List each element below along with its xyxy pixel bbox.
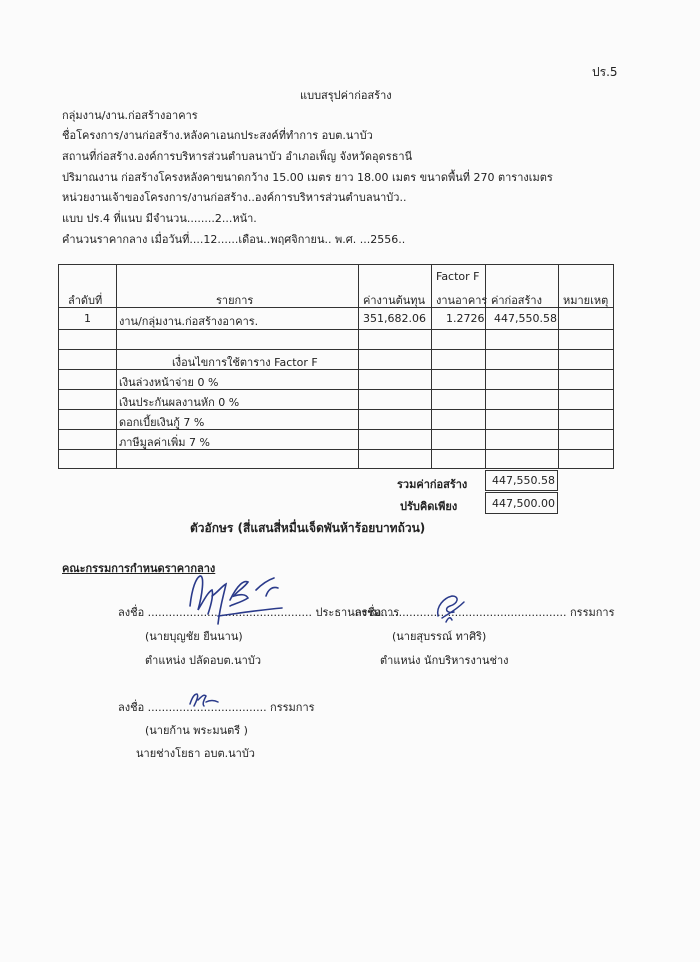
document-title: แบบสรุปค่าก่อสร้าง (300, 89, 392, 102)
header-no: ลำดับที่ (68, 294, 103, 307)
row1-cost: 351,682.06 (363, 312, 426, 325)
location-line: สถานที่ก่อสร้าง.องค์การบริหารส่วนตำบลนาบัว อำเภอเพ็ญ จังหวัดอุดรธานี (62, 150, 413, 163)
header-cost: ค่างานต้นทุน (363, 294, 426, 307)
header-factor-line2: งานอาคาร (436, 294, 488, 307)
signature-member-2 (186, 688, 220, 710)
amount-in-words: ตัวอักษร (สี่แสนสี่หมื่นเจ็ดพันห้าร้อยบาทถ้วน) (190, 521, 426, 535)
owner-line: หน่วยงานเจ้าของโครงการ/งานก่อสร้าง..องค์การบริหารส่วนตำบลนาบัว.. (62, 191, 407, 204)
row1-construction: 447,550.58 (494, 312, 557, 325)
condition-vat: ภาษีมูลค่าเพิ่ม 7 % (119, 436, 210, 449)
condition-advance: เงินล่วงหน้าจ่าย 0 % (119, 376, 219, 389)
row1-item: งาน/กลุ่มงาน.ก่อสร้างอาคาร. (119, 315, 259, 328)
signer1-name: (นายบุญชัย ยืนนาน) (145, 630, 243, 643)
summary-table (58, 264, 614, 469)
signature-member-1 (430, 588, 470, 628)
calc-date-line: คำนวนราคากลาง เมื่อวันที่....12......เดือน..พฤศจิกายน.. พ.ศ. ...2556.. (62, 233, 406, 246)
conditions-title: เงื่อนไขการใช้ตาราง Factor F (172, 356, 318, 369)
quantity-line: ปริมาณงาน ก่อสร้างโครงหลังคาขนาดกว้าง 15.00 เมตร ยาว 18.00 เมตร ขนาดพื้นที่ 270 ตารางเมตร (62, 171, 553, 184)
header-remark: หมายเหตุ (563, 294, 609, 307)
signer1-position: ตำแหน่ง ปลัดอบต.นาบัว (145, 654, 261, 667)
condition-guarantee: เงินประกันผลงานหัก 0 % (119, 396, 240, 409)
document-code: ปร.5 (592, 65, 618, 79)
condition-interest: ดอกเบี้ยเงินกู้ 7 % (119, 416, 205, 429)
signer3-name: (นายก้าน พระมนตรี ) (145, 724, 248, 737)
header-construction: ค่าก่อสร้าง (491, 294, 542, 307)
total-value: 447,550.58 (492, 474, 555, 487)
row1-no: 1 (84, 312, 91, 325)
form-line: แบบ ปร.4 ที่แนบ มีจำนวน........2...หน้า. (62, 212, 257, 225)
signer2-line: ลงชื่อ..................................................... กรรมการ (355, 606, 615, 619)
rounded-value: 447,500.00 (492, 497, 555, 510)
signer2-position: ตำแหน่ง นักบริหารงานช่าง (380, 654, 509, 667)
group-line: กลุ่มงาน/งาน.ก่อสร้างอาคาร (62, 109, 198, 122)
signer3-position: นายช่างโยธา อบต.นาบัว (136, 747, 255, 760)
project-line: ชื่อโครงการ/งานก่อสร้าง.หลังคาเอนกประสงค์ที่ทำการ อบต.นาบัว (62, 129, 373, 142)
total-label: รวมค่าก่อสร้าง (397, 478, 468, 491)
committee-heading: คณะกรรมการกำหนดราคากลาง (62, 562, 216, 575)
signer1-line: ลงชื่อ ............................................... ประธานกรรมการ (118, 606, 400, 619)
header-item: รายการ (216, 294, 254, 307)
rounded-label: ปรับคิดเพียง (400, 500, 458, 513)
row1-factor: 1.2726 (446, 312, 485, 325)
header-factor-line1: Factor F (436, 270, 480, 283)
signer2-name: (นายสุบรรณ์ ทาศิริ) (392, 630, 487, 643)
signer3-line: ลงชื่อ .................................. กรรมการ (118, 701, 315, 714)
signature-chairman (178, 566, 288, 626)
